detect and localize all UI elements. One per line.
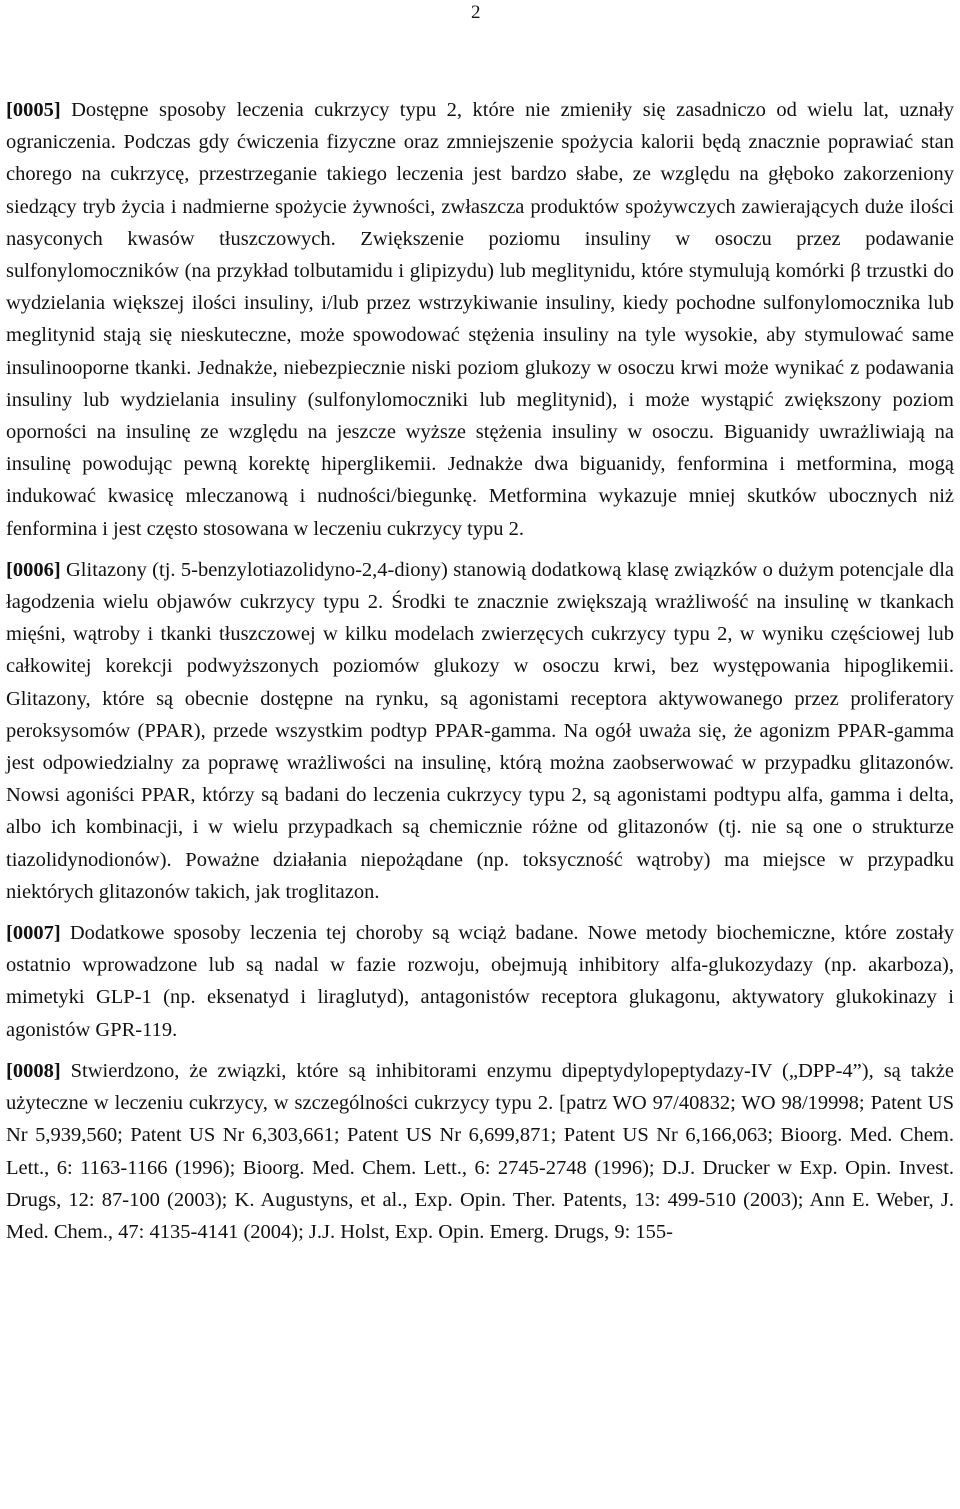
paragraph-text: Stwierdzono, że związki, które są inhibitorami enzymu dipeptydylopeptydazy-IV („DPP-4”), są także użyteczne w leczeniu cukrzycy, w szczególności cukrzycy typu 2. [patrz WO 97/40832; WO 98/19998; Patent US Nr 5,939,560; Patent US Nr 6,303,661; Patent US Nr 6,699,871; Patent US Nr 6,166,063; Bioorg. Med. Chem. Lett., 6: 1163-1166 (1996); Bioorg. Med. Chem. Lett., 6: 2745-2748 (1996); D.J. Drucker w Exp. Opin. Invest. Drugs, 12: 87-100 (2003); K. Augustyns, et al., Exp. Opin. Ther. Patents, 13: 499-510 (2003); Ann E. Weber, J. Med. Chem., 47: 4135-4141 (2004); J.J. Holst, Exp. Opin. Emerg. Drugs, 9: 155- [6,1059,954,1243]
paragraph-number: [0005] [6,99,61,121]
paragraph-0007 [6,917,954,1046]
paragraph-text: Dodatkowe sposoby leczenia tej choroby są wciąż badane. Nowe metody biochemiczne, które zostały ostatnio wprowadzone lub są nadal w fazie rozwoju, obejmują inhibitory alfa-glukozydazy (np. akarboza), mimetyki GLP-1 (np. eksenatyd i liraglutyd), antagonistów receptora glukagonu, aktywatory glukokinazy i agonistów GPR-119. [6,922,954,1041]
paragraph-number: [0006] [6,558,61,581]
paragraph-0008 [6,1055,954,1248]
paragraph-0006 [6,554,954,908]
page-number: 2 [471,2,481,23]
paragraph-text: Dostępne sposoby leczenia cukrzycy typu 2, które nie zmieniły się zasadniczo od wielu lat, uznały ograniczenia. Podczas gdy ćwiczenia fizyczne oraz zmniejszenie spożycia kalorii będą znacznie poprawiać stan chorego na cukrzycę, przestrzeganie takiego leczenia jest bardzo słabe, ze względu na głęboko zakorzeniony siedzący tryb życia i nadmierne spożycie żywności, zwłaszcza produktów spożywczych zawierających duże ilości nasyconych kwasów tłuszczowych. Zwiększenie poziomu insuliny w osoczu przez podawanie sulfonylomoczników (na przykład tolbutamidu i glipizydu) lub meglitynidu, które stymulują komórki β trzustki do wydzielania większej ilości insuliny, i/lub przez wstrzykiwanie insuliny, kiedy pochodne sulfonylomocznika lub meglitynid stają się nieskuteczne, może spowodować stężenia insuliny na tyle wysokie, aby stymulować same insulinooporne tkanki. Jednakże, niebezpiecznie niski poziom glukozy w osoczu krwi może wynikać z podawania insuliny lub wydzielania insuliny (sulfonylomoczniki lub meglitynid), i może wystąpić zwiększony poziom oporności na insulinę ze względu na jeszcze wyższe stężenia insuliny w osoczu. Biguanidy uwrażliwiają na insulinę powodując pewną korektę hiperglikemii. Jednakże dwa biguanidy, fenformina i metformina, mogą indukować kwasicę mleczanową i nudności/biegunkę. Metformina wykazuje mniej skutków ubocznych niż fenformina i jest często stosowana w leczeniu cukrzycy typu 2. [6,99,954,540]
paragraph-text: Glitazony (tj. 5-benzylotiazolidyno-2,4-diony) stanowią dodatkową klasę związków o dużym potencjale dla łagodzenia wielu objawów cukrzycy typu 2. Środki te znacznie zwiększają wrażliwość na insulinę w tkankach mięśni, wątroby i tkanki tłuszczowej w kilku modelach zwierzęcych cukrzycy typu 2, w wyniku częściowej lub całkowitej korekcji podwyższonych poziomów glukozy w osoczu krwi, bez występowania hipoglikemii. Glitazony, które są obecnie dostępne na rynku, są agonistami receptora aktywowanego przez proliferatory peroksysomów (PPAR), przede wszystkim podtyp PPAR-gamma. Na ogół uważa się, że agonizm PPAR-gamma jest odpowiedzialny za poprawę wrażliwości na insulinę, którą można zaobserwować w przypadku glitazonów. Nowsi agoniści PPAR, którzy są badani do leczenia cukrzycy typu 2, są agonistami podtypu alfa, gamma i delta, albo ich kombinacji, i w wielu przypadkach są chemicznie różne od glitazonów (tj. nie są one o strukturze tiazolidynodionów). Poważne działania niepożądane (np. toksyczność wątroby) ma miejsce w przypadku niektórych glitazonów takich, jak troglitazon. [6,558,954,903]
paragraph-number: [0008] [6,1059,61,1082]
paragraph-0005 [6,94,954,545]
document-body [6,94,954,1257]
paragraph-number: [0007] [6,922,61,945]
